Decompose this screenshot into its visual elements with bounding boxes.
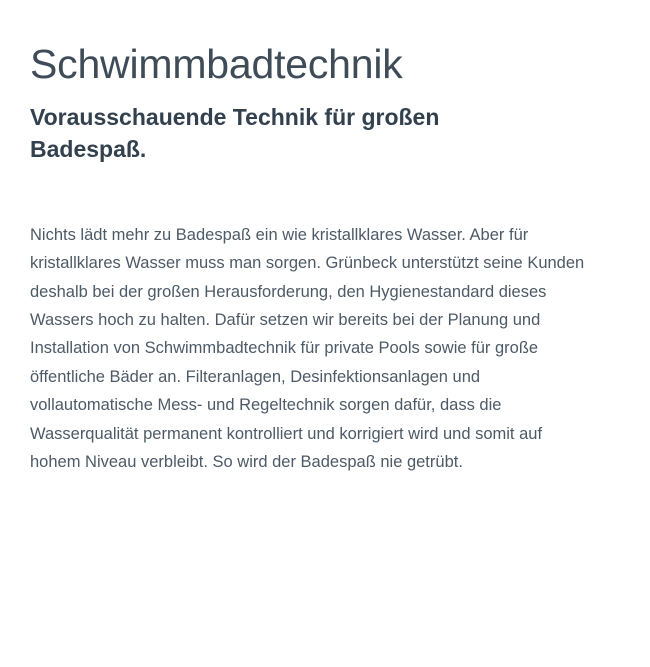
article-body-paragraph: Nichts lädt mehr zu Badespaß ein wie kristallklares Wasser. Aber für kristallklares Wasser muss man sorgen. Grünbeck unterstützt seine Kunden deshalb bei der großen Herausforderung, den Hygienestandard dieses Wassers hoch zu halten. Dafür setzen wir bereits bei der Planung und Installation von Schwimmbadtechnik für private Pools sowie für große öffentliche Bäder an. Filteranlagen, Desinfektionsanlagen und vollautomatische Mess- und Regeltechnik sorgen dafür, dass die Wasserqualität permanent kontrolliert und korrigiert wird und somit auf hohem Niveau verbleibt. So wird der Badespaß nie getrübt.: [30, 225, 585, 471]
page-title: Schwimmbadtechnik: [30, 41, 403, 87]
article-content: [30, 40, 592, 476]
page-subtitle: Vorausschauende Technik für großen Badespaß.: [30, 104, 440, 162]
